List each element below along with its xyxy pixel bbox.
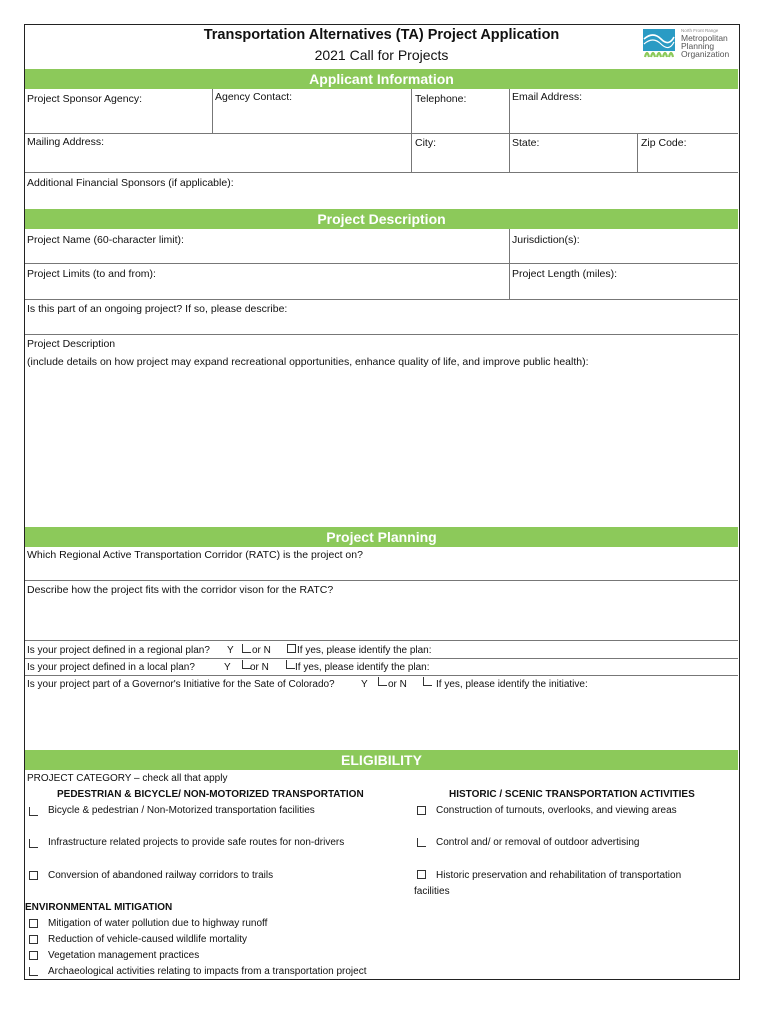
logo-tagline: North Front Range	[681, 28, 719, 33]
mailing-address-label[interactable]: Mailing Address:	[27, 136, 105, 148]
sponsor-agency-label[interactable]: Project Sponsor Agency:	[27, 93, 142, 105]
historic-scenic-header: HISTORIC / SCENIC TRANSPORTATION ACTIVITIES	[449, 789, 695, 800]
governor-n: or N	[388, 679, 407, 690]
project-length-label[interactable]: Project Length (miles):	[512, 268, 618, 280]
ped-item-2-checkbox[interactable]	[29, 839, 38, 848]
email-label[interactable]: Email Address:	[512, 91, 583, 103]
logo-line2: Planning	[681, 41, 715, 51]
regional-plan-identify[interactable]: If yes, please identify the plan:	[297, 645, 432, 656]
historic-item-2: Control and/ or removal of outdoor advertising	[436, 837, 640, 848]
logo-line1: Metropolitan	[681, 33, 728, 43]
env-item-1: Mitigation of water pollution due to highway runoff	[48, 918, 268, 929]
regional-plan-n-checkbox[interactable]	[287, 644, 296, 653]
env-item-4: Archaeological activities relating to impacts from a transportation project	[48, 966, 367, 977]
corridor-vision-question[interactable]: Describe how the project fits with the corridor vison for the RATC?	[27, 584, 334, 596]
project-category-label: PROJECT CATEGORY – check all that apply	[27, 773, 228, 784]
governor-n-checkbox[interactable]	[423, 677, 432, 686]
section-applicant-information: Applicant Information	[25, 69, 738, 89]
application-form	[24, 24, 740, 980]
historic-item-3: Historic preservation and rehabilitation of transportation	[436, 870, 682, 881]
ped-item-3-checkbox[interactable]	[29, 871, 38, 880]
section-eligibility: ELIGIBILITY	[25, 750, 738, 770]
zip-code-label[interactable]: Zip Code:	[641, 137, 687, 149]
telephone-label[interactable]: Telephone:	[415, 93, 467, 105]
ped-item-1: Bicycle & pedestrian / Non-Motorized transportation facilities	[48, 805, 315, 816]
project-limits-label[interactable]: Project Limits (to and from):	[27, 268, 156, 280]
governor-y-checkbox[interactable]	[378, 677, 387, 686]
governor-identify[interactable]: If yes, please identify the initiative:	[436, 679, 588, 690]
historic-item-3-checkbox[interactable]	[417, 870, 426, 879]
env-item-4-checkbox[interactable]	[29, 967, 38, 976]
governor-y: Y	[361, 679, 368, 690]
jurisdictions-label[interactable]: Jurisdiction(s):	[512, 234, 580, 246]
form-subtitle: 2021 Call for Projects	[314, 47, 449, 63]
historic-item-2-checkbox[interactable]	[417, 838, 426, 847]
city-label[interactable]: City:	[415, 137, 436, 149]
project-description-label[interactable]: Project Description	[27, 338, 116, 350]
regional-plan-n: or N	[252, 645, 271, 656]
env-item-1-checkbox[interactable]	[29, 919, 38, 928]
regional-plan-question: Is your project defined in a regional plan?	[27, 645, 210, 656]
env-item-2: Reduction of vehicle-caused wildlife mortality	[48, 934, 247, 945]
local-plan-y: Y	[224, 662, 231, 673]
additional-sponsors-label[interactable]: Additional Financial Sponsors (if applicable):	[27, 177, 234, 189]
agency-contact-label[interactable]: Agency Contact:	[215, 91, 293, 103]
ongoing-project-label[interactable]: Is this part of an ongoing project? If so, please describe:	[27, 303, 288, 315]
historic-item-1-checkbox[interactable]	[417, 806, 426, 815]
local-plan-n-checkbox[interactable]	[286, 660, 295, 669]
project-name-label[interactable]: Project Name (60-character limit):	[27, 234, 184, 246]
ped-item-3: Conversion of abandoned railway corridors to trails	[48, 870, 274, 881]
project-description-hint: (include details on how project may expand recreational opportunities, enhance quality of life, and improve public health):	[27, 356, 589, 368]
env-mitigation-header: ENVIRONMENTAL MITIGATION	[25, 902, 173, 913]
local-plan-identify[interactable]: If yes, please identify the plan:	[295, 662, 430, 673]
local-plan-question: Is your project defined in a local plan?	[27, 662, 195, 673]
env-item-3-checkbox[interactable]	[29, 951, 38, 960]
ped-item-1-checkbox[interactable]	[29, 807, 38, 816]
ratc-question[interactable]: Which Regional Active Transportation Corridor (RATC) is the project on?	[27, 549, 363, 561]
historic-item-1: Construction of turnouts, overlooks, and viewing areas	[436, 805, 677, 816]
section-project-planning: Project Planning	[25, 527, 738, 547]
ped-bike-header: PEDESTRIAN & BICYCLE/ NON-MOTORIZED TRANSPORTATION	[57, 789, 364, 800]
section-project-description: Project Description	[25, 209, 738, 229]
ped-item-2: Infrastructure related projects to provide safe routes for non-drivers	[48, 837, 345, 848]
form-title: Transportation Alternatives (TA) Project Application	[203, 27, 560, 43]
governor-initiative-question: Is your project part of a Governor's Initiative for the Sate of Colorado?	[27, 679, 335, 690]
env-item-2-checkbox[interactable]	[29, 935, 38, 944]
regional-plan-y-checkbox[interactable]	[242, 644, 251, 653]
regional-plan-y: Y	[227, 645, 234, 656]
state-label[interactable]: State:	[512, 137, 540, 149]
logo-line3: Organization	[681, 49, 730, 59]
local-plan-n: or N	[250, 662, 269, 673]
env-item-3: Vegetation management practices	[48, 950, 200, 961]
mpo-logo	[641, 25, 737, 65]
historic-item-3-cont: facilities	[414, 886, 450, 897]
logo-mark-icon	[641, 25, 737, 65]
